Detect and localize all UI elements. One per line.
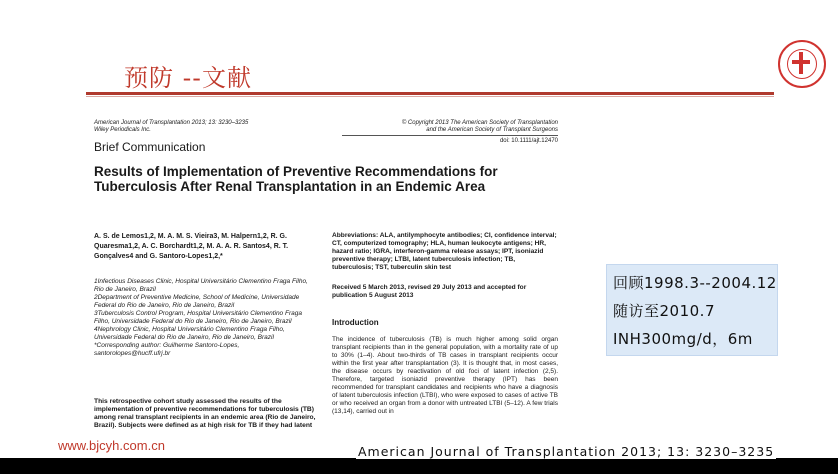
paper-excerpt [86,106,566,442]
info-followup: 随访至2010.7 [613,302,715,320]
paper-abbreviations: Abbreviations: ALA, antilymphocyte antibodies; CI, confidence interval; CT, computerized tomography; HLA, human leukocyte antigens; HR, hazard ratio; IGRA, interferon-gamma release assays; IPT, isoniazid preventive therapy; LTBI, latent tuberculosis infection; TB, tuberculosis; TST, tuberculin skin test [332,232,557,271]
paper-rule [342,135,558,136]
logo-cross-icon [794,52,808,74]
paper-title: Results of Implementation of Preventive Recommendations for Tuberculosis After Renal Transplantation in an Endemic Area [94,164,498,194]
affiliation-item: 1Infectious Diseases Clinic, Hospital Universitário Clementino Fraga Filho, Rio de Janeiro, Brazil [94,278,308,293]
affiliation-item: 2Department of Preventive Medicine, School of Medicine, Universidade Federal do Rio de Janeiro, Rio de Janeiro, Brazil [94,294,300,309]
affiliation-item: *Corresponding author: Guilherme Santoro-Lopes, santorolopes@hucff.ufrj.br [94,342,240,357]
affiliation-item: 3Tuberculosis Control Program, Hospital Universitário Clementino Fraga Filho, Universidade Federal do Rio de Janeiro, Rio de Janeiro, Brazil [94,310,302,325]
info-review-period: 回顾1998.3--2004.12 [613,274,777,292]
title-divider-thin [86,96,774,97]
paper-section: Brief Communication [94,140,206,154]
title-divider [86,92,774,95]
affiliation-item: 4Nephrology Clinic, Hospital Universitário Clementino Fraga Filho, Universidade Federal do Rio de Janeiro, Rio de Janeiro, Brazil [94,326,285,341]
footer-bar [0,458,838,474]
paper-authors: A. S. de Lemos1,2, M. A. M. S. Vieira3, M. Halpern1,2, R. G. Quaresma1,2, A. C. Borchardt1,2, M. A. A. R. Santos4, R. T. Gonçalves4 and G. Santoro-Lopes1,2,* [94,233,289,260]
paper-copyright: © Copyright 2013 The American Society of Transplantation and the American Society of Transplant Surgeons [401,120,558,133]
study-info-box [606,264,778,356]
hospital-logo-icon [778,40,826,88]
paper-intro-heading: Introduction [332,318,379,327]
paper-affiliations [94,278,316,358]
paper-intro-text: The incidence of tuberculosis (TB) is much higher among solid organ transplant recipients than in the general population, with a mortality rate of up to 30% (1–4). About two-thirds of TB cases in transplant recipients occur within the first year after transplantation (3). It is thought that, in most cases, the disease occurs by reactivation of old foci of latent infection (2,5). Therefore, targeted isoniazid preventive therapy (IPT) has been recommended for transplant candidates and recipients who have a diagnosis of latent tuberculosis infection (LTBI), who were exposed to cases of active TB or who received an organ from a donor with untreated LTBI (5–12). A few trials (13,14), carried out in [332,336,558,415]
website-link[interactable]: www.bjcyh.com.cn [58,438,165,453]
paper-doi: doi: 10.1111/ajt.12470 [499,138,558,144]
paper-abstract: This retrospective cohort study assessed the results of the implementation of preventive recommendations for tuberculosis (TB) among renal transplant recipients in an endemic area (Rio de Janeiro, Brazil). Subjects were defined as at high risk for TB if they had latent [94,398,316,429]
citation-text: American Journal of Transplantation 2013; 13: 3230–3235 [358,444,775,459]
slide-title: 预防 --文献 [124,64,252,92]
info-dosage: INH300mg/d，6m [613,330,753,348]
paper-journal: American Journal of Transplantation 2013; 13: 3230–3235 Wiley Periodicals Inc. [94,120,249,133]
paper-received: Received 5 March 2013, revised 29 July 2013 and accepted for publication 5 August 2013 [332,284,527,299]
